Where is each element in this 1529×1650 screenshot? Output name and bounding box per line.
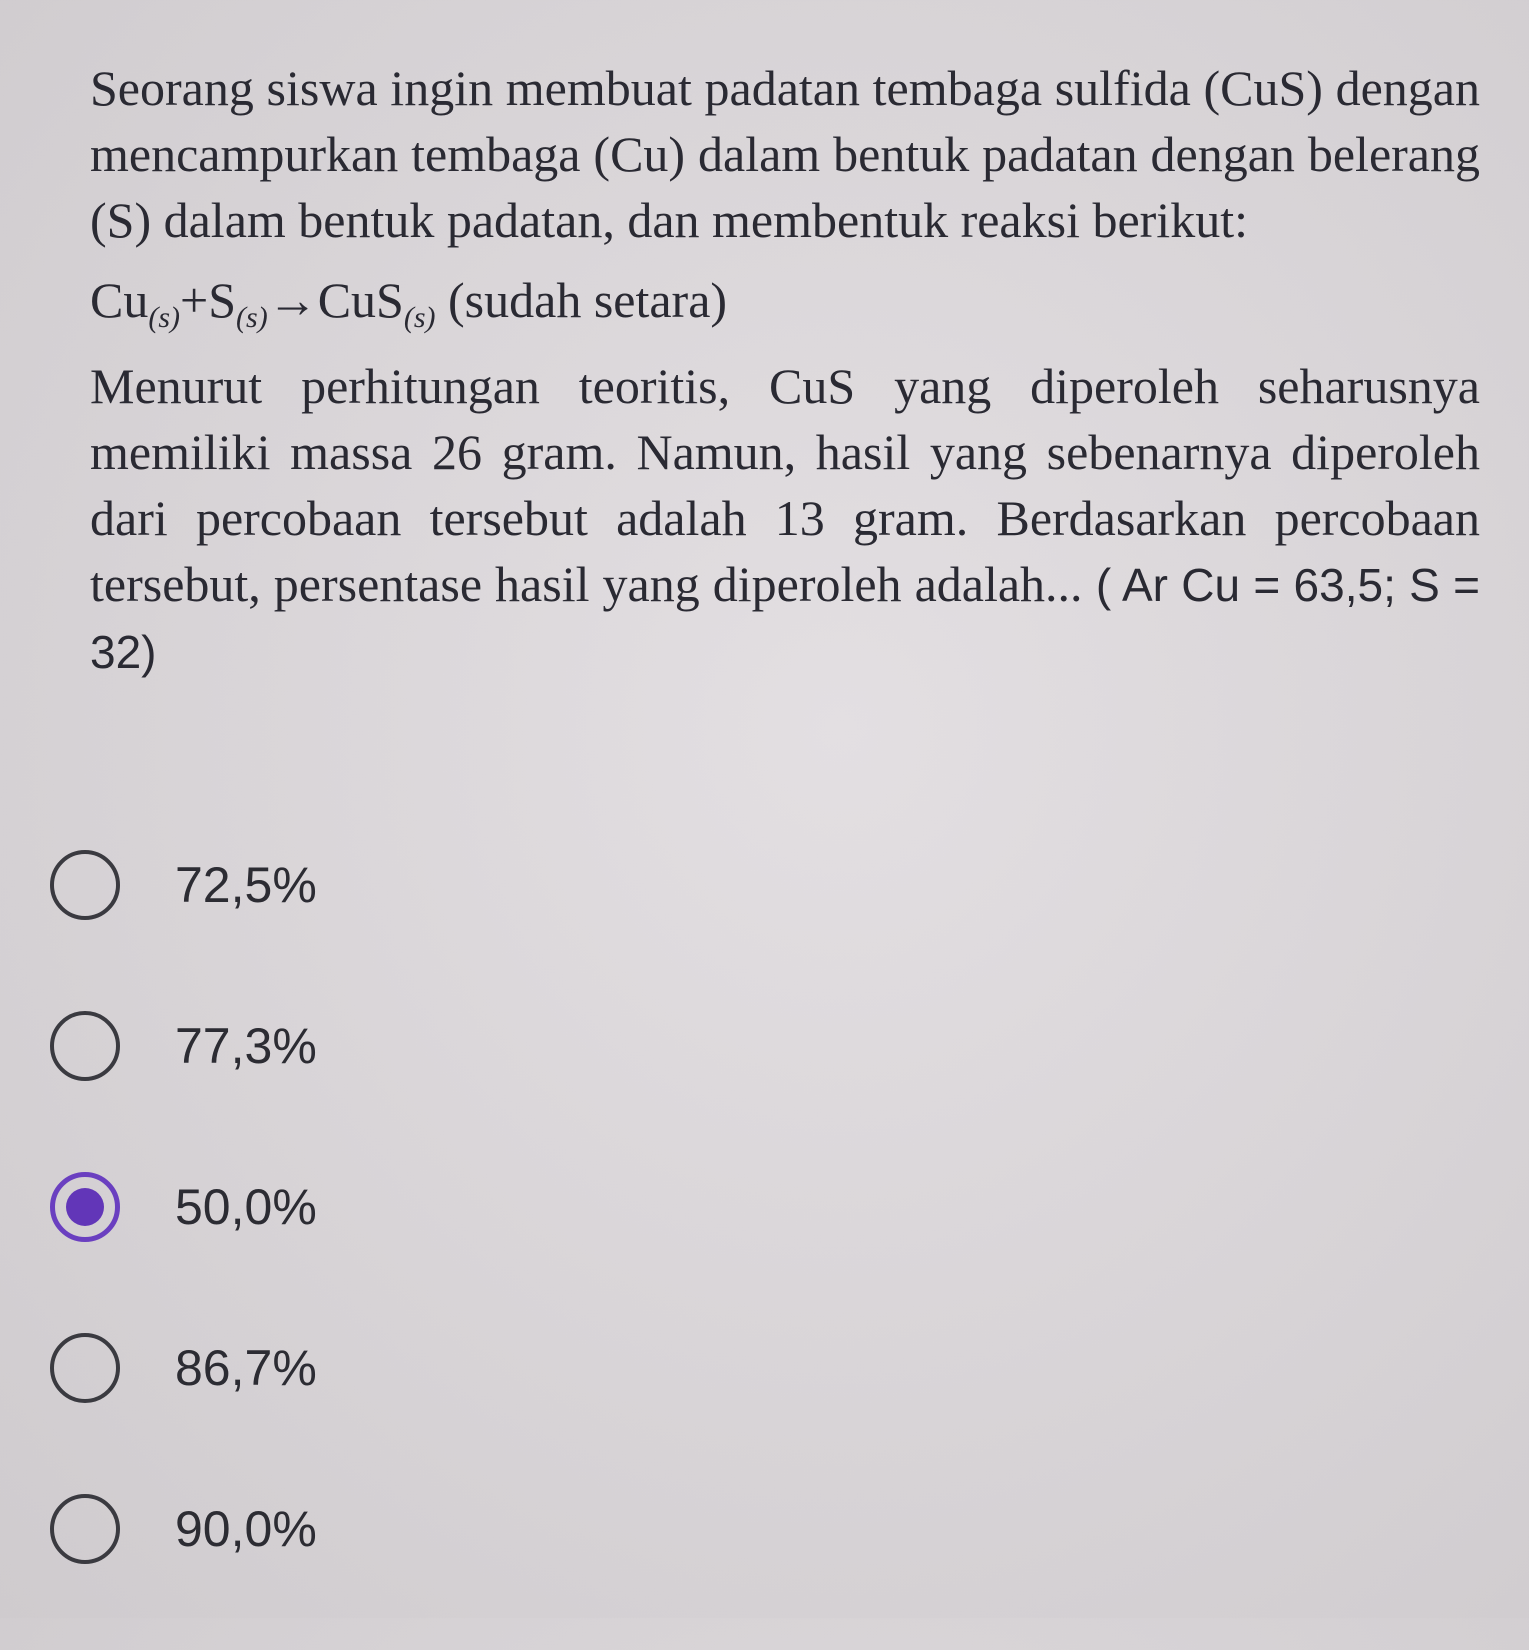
option-3[interactable] [50,1167,650,1247]
eq-state-1: (s) [148,301,181,334]
question-paragraph-2-text: Menurut perhitungan teoritis, CuS yang diperoleh seharusnya memiliki massa 26 gram. Namun, hasil yang sebenarnya diperoleh dari percobaan tersebut adalah 13 gram. Berdasarkan percobaan tersebut, persentase hasil yang diperoleh adalah... [90,358,1480,612]
question-paragraph-1: Seorang siswa ingin membuat padatan tembaga sulfida (CuS) dengan mencampurkan tembaga (Cu) dalam bentuk padatan dengan belerang (S) dalam bentuk padatan, dan membentuk reaksi berikut: [90,60,1480,248]
given-values: ( Ar Cu = 63,5; S = 32) [90,559,1481,678]
radio-button[interactable] [50,850,120,920]
eq-plus: + [180,272,209,328]
radio-button[interactable] [50,1333,120,1403]
option-label: 77,3% [175,1018,317,1074]
question-paragraph-2 [90,353,1480,685]
eq-arrow: → [267,272,318,328]
reaction-equation [90,265,1490,335]
eq-state-2: (s) [236,301,268,334]
question-text [90,55,1490,685]
option-5[interactable] [50,1489,650,1569]
option-label: 50,0% [175,1179,317,1235]
option-2[interactable] [50,1006,650,1086]
eq-cus: CuS [317,272,404,328]
option-4[interactable] [50,1328,650,1408]
answer-options [50,845,650,1650]
eq-note: (sudah setara) [435,272,728,328]
radio-dot-icon [66,1188,104,1226]
radio-button[interactable] [50,1011,120,1081]
eq-state-3: (s) [403,301,436,334]
eq-cu: Cu [90,272,149,328]
option-label: 90,0% [175,1501,317,1557]
radio-button[interactable] [50,1494,120,1564]
option-1[interactable] [50,845,650,925]
eq-s: S [208,272,237,328]
radio-button[interactable] [50,1172,120,1242]
option-label: 72,5% [175,857,317,913]
option-label: 86,7% [175,1340,317,1396]
